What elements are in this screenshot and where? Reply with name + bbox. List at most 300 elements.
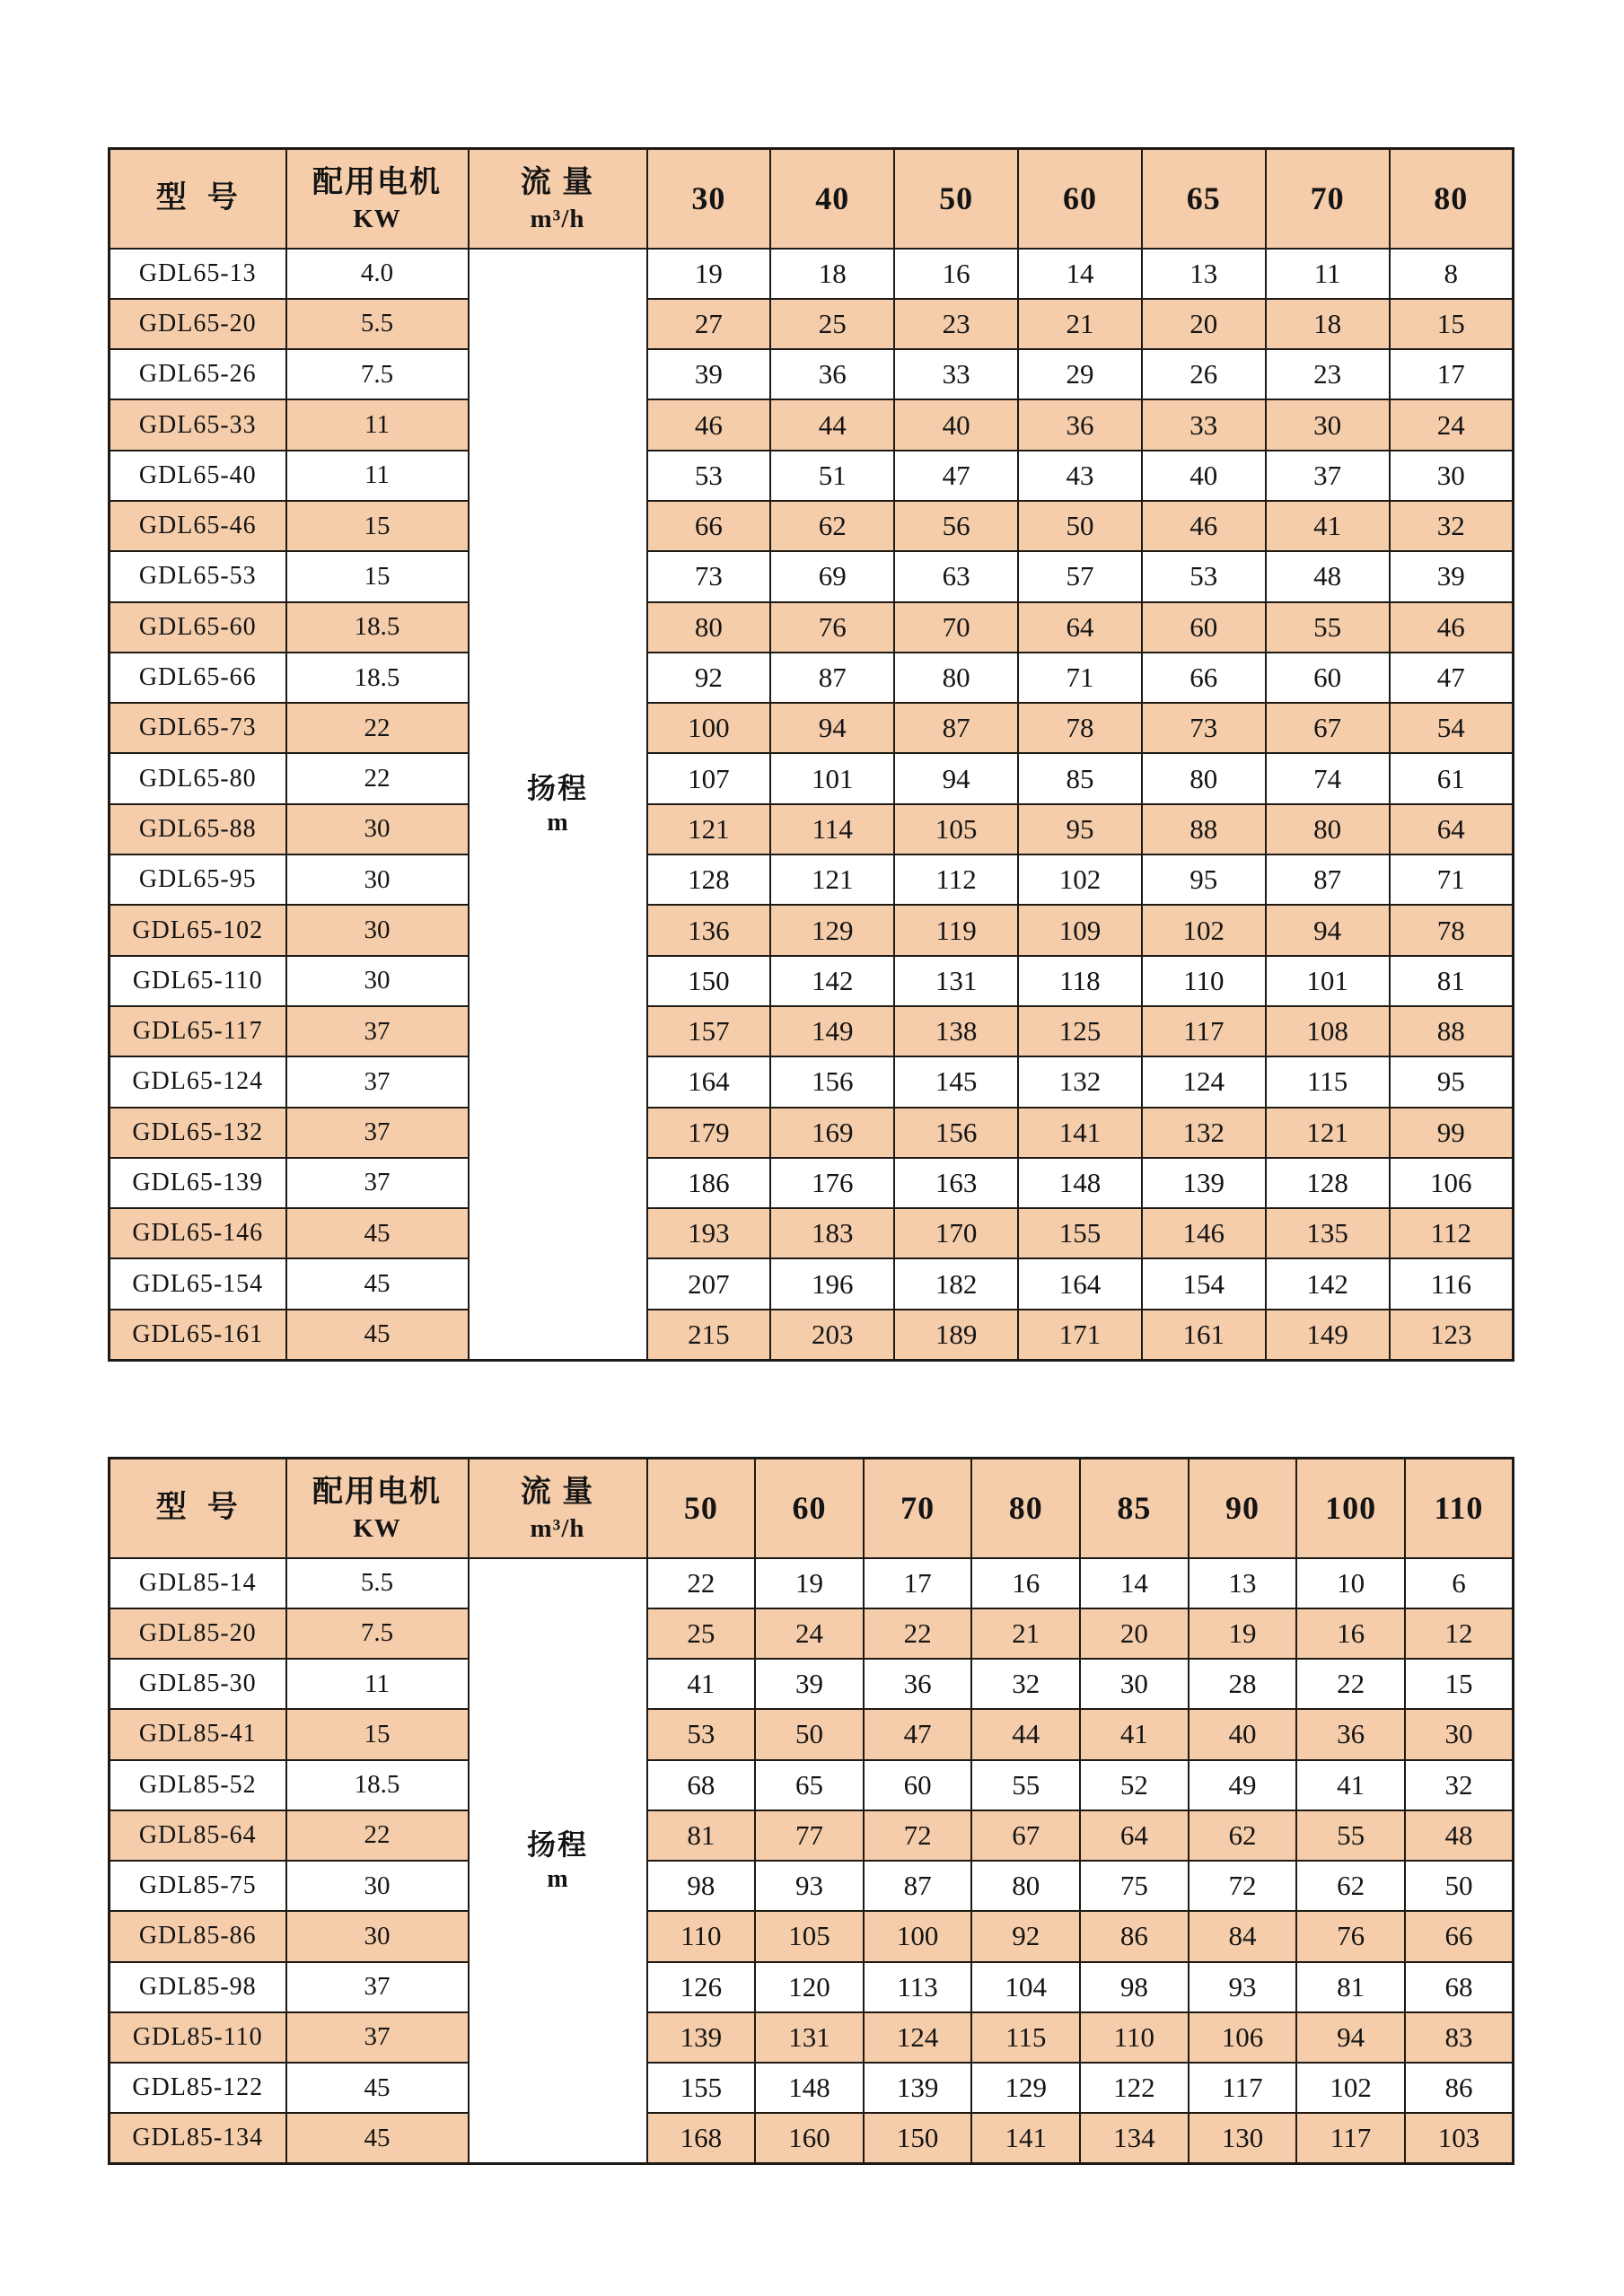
head-value-cell: 106: [1390, 1158, 1514, 1208]
motor-power-cell: 30: [286, 854, 469, 905]
head-value-cell: 100: [864, 1911, 972, 1961]
head-value-cell: 22: [1296, 1659, 1405, 1709]
head-unit: m: [547, 1864, 568, 1893]
head-value-cell: 76: [1296, 1911, 1405, 1961]
head-value-cell: 81: [1296, 1962, 1405, 2012]
table-row: [110, 399, 1514, 450]
head-value-cell: 64: [1390, 804, 1514, 854]
flow-column-unit: m³/h: [530, 1513, 585, 1543]
pump-model-cell: GDL65-46: [110, 501, 286, 551]
head-value-cell: 163: [894, 1158, 1018, 1208]
table-row: [110, 753, 1514, 803]
motor-power-cell: 22: [286, 1810, 469, 1861]
head-value-cell: 19: [1189, 1608, 1297, 1659]
head-value-cell: 179: [647, 1108, 771, 1158]
head-value-cell: 164: [1018, 1258, 1142, 1309]
head-value-cell: 25: [770, 299, 894, 349]
pump-model-cell: GDL85-86: [110, 1911, 286, 1961]
head-value-cell: 110: [1080, 2012, 1189, 2063]
head-label: 扬程: [526, 1828, 588, 1862]
table-row: [110, 349, 1514, 399]
head-value-cell: 33: [1142, 399, 1266, 450]
head-value-cell: 138: [894, 1006, 1018, 1056]
head-value-cell: 145: [894, 1056, 1018, 1107]
head-value-cell: 164: [647, 1056, 771, 1107]
head-value-cell: 43: [1018, 451, 1142, 501]
head-value-cell: 141: [1018, 1108, 1142, 1158]
head-value-cell: 99: [1390, 1108, 1514, 1158]
head-value-cell: 20: [1142, 299, 1266, 349]
head-value-cell: 128: [647, 854, 771, 905]
pump-model-cell: GDL65-102: [110, 905, 286, 955]
head-value-cell: 14: [1080, 1558, 1189, 1608]
flow-value-column-header: 30: [647, 149, 771, 249]
head-value-cell: 41: [647, 1659, 756, 1709]
motor-power-cell: 37: [286, 1056, 469, 1107]
head-value-cell: 87: [894, 703, 1018, 753]
head-value-cell: 149: [770, 1006, 894, 1056]
motor-power-cell: 45: [286, 1258, 469, 1309]
head-value-cell: 131: [894, 956, 1018, 1006]
head-value-cell: 104: [971, 1962, 1080, 2012]
motor-column-unit: KW: [353, 1513, 401, 1543]
pump-model-cell: GDL85-110: [110, 2012, 286, 2063]
pump-model-cell: GDL65-110: [110, 956, 286, 1006]
head-value-cell: 39: [647, 349, 771, 399]
head-value-cell: 136: [647, 905, 771, 955]
head-value-cell: 29: [1018, 349, 1142, 399]
pump-model-cell: GDL65-88: [110, 804, 286, 854]
head-value-cell: 102: [1296, 2063, 1405, 2113]
table-row: [110, 1056, 1514, 1107]
head-value-cell: 21: [971, 1608, 1080, 1659]
head-value-cell: 132: [1142, 1108, 1266, 1158]
head-value-cell: 92: [971, 1911, 1080, 1961]
head-value-cell: 55: [971, 1760, 1080, 1810]
head-value-cell: 16: [894, 249, 1018, 299]
head-value-cell: 30: [1080, 1659, 1189, 1709]
head-value-cell: 28: [1189, 1659, 1297, 1709]
head-value-cell: 186: [647, 1158, 771, 1208]
head-value-cell: 130: [1189, 2113, 1297, 2163]
head-value-cell: 101: [770, 753, 894, 803]
head-value-cell: 33: [894, 349, 1018, 399]
head-value-cell: 32: [971, 1659, 1080, 1709]
head-value-cell: 110: [1142, 956, 1266, 1006]
table-row: [110, 451, 1514, 501]
head-value-cell: 69: [770, 551, 894, 601]
flow-value-column-header: 70: [864, 1459, 972, 1558]
pump-model-cell: GDL65-95: [110, 854, 286, 905]
head-value-cell: 120: [755, 1962, 864, 2012]
motor-power-cell: 18.5: [286, 602, 469, 653]
pump-model-cell: GDL85-122: [110, 2063, 286, 2113]
motor-power-cell: 15: [286, 551, 469, 601]
motor-power-cell: 18.5: [286, 1760, 469, 1810]
flow-column-label: 流 量: [520, 1475, 595, 1509]
head-value-cell: 20: [1080, 1608, 1189, 1659]
head-value-cell: 61: [1390, 753, 1514, 803]
model-column-header: [110, 1459, 286, 1558]
head-value-cell: 87: [770, 653, 894, 703]
head-value-cell: 67: [971, 1810, 1080, 1861]
head-value-cell: 17: [1390, 349, 1514, 399]
head-value-cell: 36: [1296, 1709, 1405, 1759]
head-value-cell: 94: [770, 703, 894, 753]
pump-model-cell: GDL65-73: [110, 703, 286, 753]
pump-model-cell: GDL65-117: [110, 1006, 286, 1056]
pump-spec-table-gdl85: [108, 1457, 1514, 2165]
head-value-cell: 13: [1189, 1558, 1297, 1608]
head-value-cell: 39: [755, 1659, 864, 1709]
pump-model-cell: GDL65-154: [110, 1258, 286, 1309]
head-value-cell: 75: [1080, 1861, 1189, 1911]
head-value-cell: 14: [1018, 249, 1142, 299]
head-merged-cell: [469, 249, 647, 1361]
table-row: [110, 1608, 1514, 1659]
flow-value-column-header: 80: [1390, 149, 1514, 249]
head-value-cell: 27: [647, 299, 771, 349]
head-value-cell: 18: [770, 249, 894, 299]
flow-value-column-header: 50: [647, 1459, 756, 1558]
motor-power-cell: 30: [286, 1911, 469, 1961]
head-value-cell: 40: [1142, 451, 1266, 501]
head-value-cell: 67: [1266, 703, 1390, 753]
table-header: [110, 1459, 1514, 1558]
table-header: [110, 149, 1514, 249]
head-value-cell: 18: [1266, 299, 1390, 349]
head-value-cell: 168: [647, 2113, 756, 2163]
head-value-cell: 68: [647, 1760, 756, 1810]
head-value-cell: 64: [1080, 1810, 1189, 1861]
head-value-cell: 55: [1296, 1810, 1405, 1861]
head-value-cell: 161: [1142, 1310, 1266, 1360]
pump-model-cell: GDL65-132: [110, 1108, 286, 1158]
head-value-cell: 94: [894, 753, 1018, 803]
head-value-cell: 128: [1266, 1158, 1390, 1208]
head-value-cell: 170: [894, 1208, 1018, 1258]
head-value-cell: 85: [1018, 753, 1142, 803]
motor-power-cell: 7.5: [286, 1608, 469, 1659]
head-value-cell: 83: [1405, 2012, 1514, 2063]
head-value-cell: 156: [894, 1108, 1018, 1158]
head-value-cell: 169: [770, 1108, 894, 1158]
head-value-cell: 121: [647, 804, 771, 854]
head-value-cell: 50: [755, 1709, 864, 1759]
motor-power-cell: 30: [286, 1861, 469, 1911]
table-row: [110, 653, 1514, 703]
head-value-cell: 88: [1142, 804, 1266, 854]
head-value-cell: 36: [864, 1659, 972, 1709]
head-value-cell: 47: [894, 451, 1018, 501]
head-value-cell: 53: [647, 451, 771, 501]
head-value-cell: 37: [1266, 451, 1390, 501]
head-value-cell: 47: [1390, 653, 1514, 703]
flow-column-header: [469, 1459, 647, 1558]
header-row: [110, 149, 1514, 249]
head-value-cell: 112: [1390, 1208, 1514, 1258]
head-value-cell: 102: [1142, 905, 1266, 955]
head-value-cell: 57: [1018, 551, 1142, 601]
head-value-cell: 70: [894, 602, 1018, 653]
head-label: 扬程: [526, 771, 588, 804]
head-value-cell: 146: [1142, 1208, 1266, 1258]
motor-power-cell: 7.5: [286, 349, 469, 399]
head-value-cell: 60: [1266, 653, 1390, 703]
motor-power-cell: 22: [286, 703, 469, 753]
head-value-cell: 105: [755, 1911, 864, 1961]
head-value-cell: 94: [1266, 905, 1390, 955]
motor-power-cell: 18.5: [286, 653, 469, 703]
head-value-cell: 6: [1405, 1558, 1514, 1608]
head-value-cell: 115: [1266, 1056, 1390, 1107]
head-value-cell: 112: [894, 854, 1018, 905]
head-value-cell: 80: [971, 1861, 1080, 1911]
pump-model-cell: GDL65-80: [110, 753, 286, 803]
head-value-cell: 108: [1266, 1006, 1390, 1056]
head-value-cell: 150: [864, 2113, 972, 2163]
motor-power-cell: 15: [286, 1709, 469, 1759]
head-value-cell: 132: [1018, 1056, 1142, 1107]
motor-power-cell: 45: [286, 2113, 469, 2163]
pump-model-cell: GDL85-52: [110, 1760, 286, 1810]
table-row: [110, 1006, 1514, 1056]
flow-value-column-header: 110: [1405, 1459, 1514, 1558]
head-value-cell: 78: [1018, 703, 1142, 753]
head-value-cell: 100: [647, 703, 771, 753]
table-row: [110, 1258, 1514, 1309]
head-value-cell: 141: [971, 2113, 1080, 2163]
head-value-cell: 116: [1390, 1258, 1514, 1309]
table-body: [110, 249, 1514, 1361]
head-value-cell: 155: [1018, 1208, 1142, 1258]
motor-power-cell: 45: [286, 1310, 469, 1360]
motor-power-cell: 30: [286, 804, 469, 854]
head-value-cell: 156: [770, 1056, 894, 1107]
head-value-cell: 109: [1018, 905, 1142, 955]
head-value-cell: 95: [1142, 854, 1266, 905]
head-value-cell: 62: [1296, 1861, 1405, 1911]
head-value-cell: 94: [1296, 2012, 1405, 2063]
pump-spec-table-gdl65: [108, 147, 1514, 1362]
head-value-cell: 30: [1266, 399, 1390, 450]
head-value-cell: 98: [1080, 1962, 1189, 2012]
head-value-cell: 160: [755, 2113, 864, 2163]
motor-power-cell: 37: [286, 1962, 469, 2012]
head-value-cell: 113: [864, 1962, 972, 2012]
head-value-cell: 148: [755, 2063, 864, 2113]
head-value-cell: 76: [770, 602, 894, 653]
pump-model-cell: GDL65-124: [110, 1056, 286, 1107]
head-value-cell: 182: [894, 1258, 1018, 1309]
table-row: [110, 1208, 1514, 1258]
head-value-cell: 102: [1018, 854, 1142, 905]
head-value-cell: 149: [1266, 1310, 1390, 1360]
head-value-cell: 17: [864, 1558, 972, 1608]
head-value-cell: 171: [1018, 1310, 1142, 1360]
head-value-cell: 10: [1296, 1558, 1405, 1608]
head-value-cell: 86: [1080, 1911, 1189, 1961]
head-value-cell: 22: [647, 1558, 756, 1608]
table-row: [110, 551, 1514, 601]
head-value-cell: 154: [1142, 1258, 1266, 1309]
head-value-cell: 44: [770, 399, 894, 450]
motor-power-cell: 45: [286, 1208, 469, 1258]
flow-value-column-header: 60: [755, 1459, 864, 1558]
motor-power-cell: 37: [286, 1006, 469, 1056]
table-row: [110, 1962, 1514, 2012]
head-value-cell: 121: [1266, 1108, 1390, 1158]
head-value-cell: 40: [894, 399, 1018, 450]
head-value-cell: 124: [1142, 1056, 1266, 1107]
head-value-cell: 123: [1390, 1310, 1514, 1360]
head-unit: m: [547, 808, 568, 837]
model-column-header: [110, 149, 286, 249]
pump-model-cell: GDL65-139: [110, 1158, 286, 1208]
table-row: [110, 501, 1514, 551]
head-value-cell: 81: [647, 1810, 756, 1861]
head-value-cell: 139: [1142, 1158, 1266, 1208]
head-value-cell: 46: [1142, 501, 1266, 551]
head-value-cell: 183: [770, 1208, 894, 1258]
head-value-cell: 103: [1405, 2113, 1514, 2163]
head-value-cell: 106: [1189, 2012, 1297, 2063]
head-value-cell: 122: [1080, 2063, 1189, 2113]
flow-value-column-header: 65: [1142, 149, 1266, 249]
head-value-cell: 77: [755, 1810, 864, 1861]
head-value-cell: 78: [1390, 905, 1514, 955]
head-value-cell: 93: [755, 1861, 864, 1911]
head-value-cell: 117: [1189, 2063, 1297, 2113]
pump-model-cell: GDL65-161: [110, 1310, 286, 1360]
head-value-cell: 46: [1390, 602, 1514, 653]
head-value-cell: 150: [647, 956, 771, 1006]
motor-power-cell: 15: [286, 501, 469, 551]
table-row: [110, 1310, 1514, 1360]
head-value-cell: 48: [1266, 551, 1390, 601]
table-row: [110, 1760, 1514, 1810]
motor-power-cell: 5.5: [286, 1558, 469, 1608]
head-value-cell: 139: [647, 2012, 756, 2063]
motor-power-cell: 11: [286, 451, 469, 501]
flow-column-header: [469, 149, 647, 249]
head-value-cell: 53: [647, 1709, 756, 1759]
head-value-cell: 114: [770, 804, 894, 854]
motor-column-header: [286, 1459, 469, 1558]
pump-model-cell: GDL65-146: [110, 1208, 286, 1258]
pump-model-cell: GDL85-41: [110, 1709, 286, 1759]
table-row: [110, 854, 1514, 905]
pump-model-cell: GDL65-33: [110, 399, 286, 450]
head-value-cell: 23: [1266, 349, 1390, 399]
pump-model-cell: GDL85-75: [110, 1861, 286, 1911]
motor-power-cell: 11: [286, 399, 469, 450]
head-value-cell: 71: [1018, 653, 1142, 703]
head-value-cell: 131: [755, 2012, 864, 2063]
head-value-cell: 215: [647, 1310, 771, 1360]
head-value-cell: 13: [1142, 249, 1266, 299]
head-value-cell: 135: [1266, 1208, 1390, 1258]
head-value-cell: 73: [1142, 703, 1266, 753]
model-column-label: 型 号: [155, 181, 240, 215]
head-value-cell: 66: [1142, 653, 1266, 703]
pump-model-cell: GDL85-134: [110, 2113, 286, 2163]
head-value-cell: 15: [1405, 1659, 1514, 1709]
head-value-cell: 36: [770, 349, 894, 399]
flow-value-column-header: 50: [894, 149, 1018, 249]
head-value-cell: 71: [1390, 854, 1514, 905]
head-value-cell: 87: [864, 1861, 972, 1911]
head-value-cell: 66: [647, 501, 771, 551]
head-value-cell: 121: [770, 854, 894, 905]
pump-model-cell: GDL65-26: [110, 349, 286, 399]
flow-value-column-header: 40: [770, 149, 894, 249]
flow-value-column-header: 90: [1189, 1459, 1297, 1558]
head-value-cell: 72: [1189, 1861, 1297, 1911]
table-row: [110, 1659, 1514, 1709]
table-row: [110, 2113, 1514, 2163]
head-value-cell: 87: [1266, 854, 1390, 905]
head-value-cell: 125: [1018, 1006, 1142, 1056]
head-value-cell: 134: [1080, 2113, 1189, 2163]
flow-value-column-header: 85: [1080, 1459, 1189, 1558]
head-value-cell: 63: [894, 551, 1018, 601]
table-row: [110, 1158, 1514, 1208]
head-value-cell: 56: [894, 501, 1018, 551]
head-value-cell: 81: [1390, 956, 1514, 1006]
head-value-cell: 129: [770, 905, 894, 955]
head-value-cell: 124: [864, 2012, 972, 2063]
motor-power-cell: 30: [286, 956, 469, 1006]
motor-column-unit: KW: [353, 204, 401, 233]
pump-model-cell: GDL85-30: [110, 1659, 286, 1709]
motor-power-cell: 5.5: [286, 299, 469, 349]
head-value-cell: 36: [1018, 399, 1142, 450]
motor-power-cell: 37: [286, 1108, 469, 1158]
pump-model-cell: GDL65-53: [110, 551, 286, 601]
head-value-cell: 47: [864, 1709, 972, 1759]
head-value-cell: 126: [647, 1962, 756, 2012]
head-value-cell: 80: [894, 653, 1018, 703]
head-value-cell: 93: [1189, 1962, 1297, 2012]
head-value-cell: 118: [1018, 956, 1142, 1006]
head-value-cell: 41: [1080, 1709, 1189, 1759]
head-value-cell: 105: [894, 804, 1018, 854]
head-value-cell: 117: [1296, 2113, 1405, 2163]
table-row: [110, 249, 1514, 299]
head-value-cell: 86: [1405, 2063, 1514, 2113]
head-merged-cell: [469, 1558, 647, 2164]
head-value-cell: 30: [1390, 451, 1514, 501]
head-value-cell: 12: [1405, 1608, 1514, 1659]
table-row: [110, 1911, 1514, 1961]
motor-column-label: 配用电机: [312, 1475, 442, 1509]
head-value-cell: 54: [1390, 703, 1514, 753]
head-value-cell: 155: [647, 2063, 756, 2113]
motor-power-cell: 30: [286, 905, 469, 955]
pump-model-cell: GDL85-64: [110, 1810, 286, 1861]
head-value-cell: 55: [1266, 602, 1390, 653]
head-value-cell: 52: [1080, 1760, 1189, 1810]
flow-value-column-header: 70: [1266, 149, 1390, 249]
head-value-cell: 11: [1266, 249, 1390, 299]
head-value-cell: 19: [647, 249, 771, 299]
head-value-cell: 19: [755, 1558, 864, 1608]
head-value-cell: 65: [755, 1760, 864, 1810]
pump-model-cell: GDL65-13: [110, 249, 286, 299]
head-value-cell: 50: [1405, 1861, 1514, 1911]
head-value-cell: 157: [647, 1006, 771, 1056]
